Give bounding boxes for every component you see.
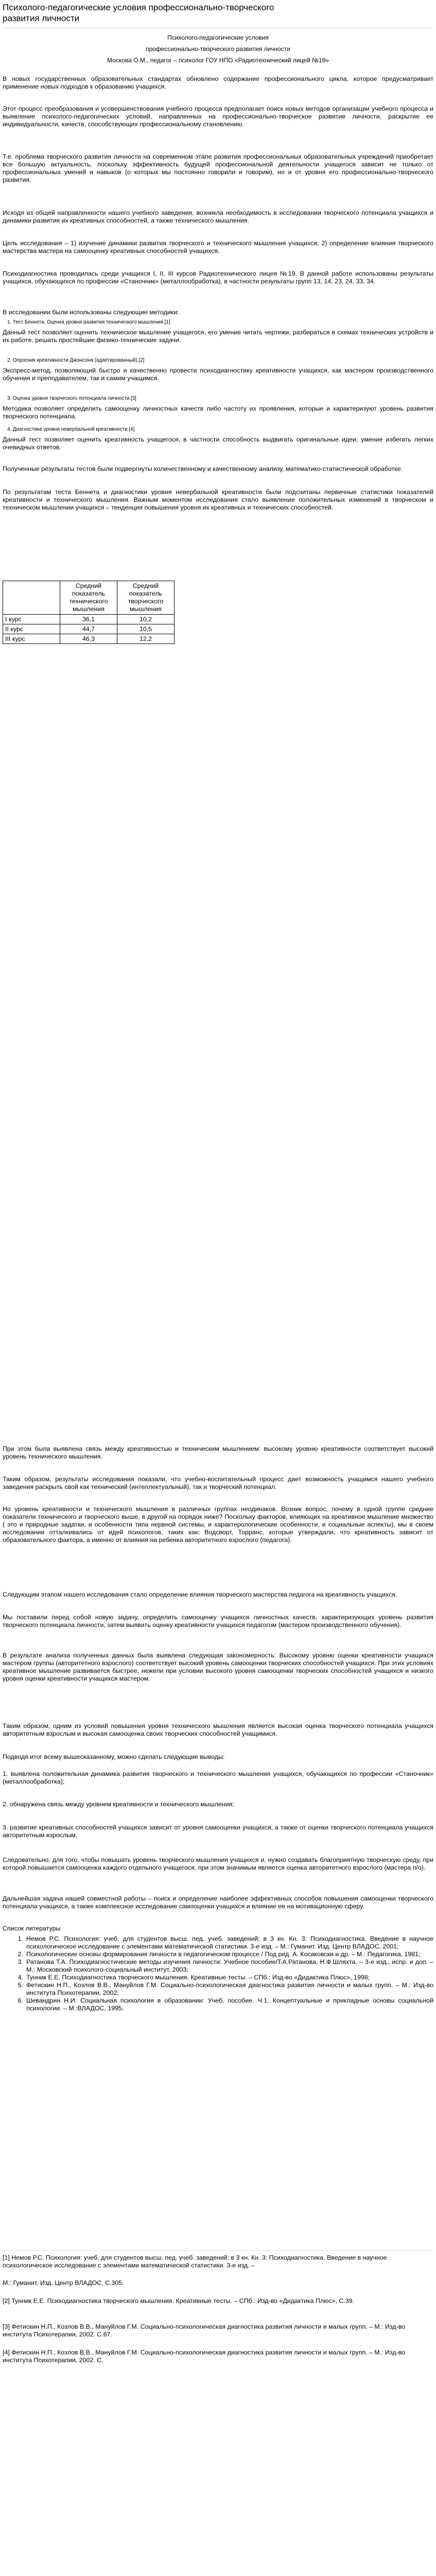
paragraph: В исследовании были использованы следующие методики: <box>3 309 179 316</box>
list-item-text: Психологические основы формирования личности в педагогическом процессе / Под ред. А. Косаковски и др. – М.: Педагогика, 1981; <box>26 1951 421 1958</box>
table-cell: 12,2 <box>117 634 175 644</box>
table-cell: III курс <box>3 634 60 644</box>
conclusion-item: 3. развитие креативных способностей учащихся зависит от уровня самооценки учащихся, а также от оценки творческого потенциала учащихся авторитетным взрослым. <box>3 1824 433 1839</box>
footnote: [1] Немов Р.С. Психология: учеб. для студентов высш. пед. учеб. заведений: в 3 кн. Кн. 3: Психодиагностика. Введение в научное психологическое исследование с элементами математической статистики. 3-е изд. – <box>3 2254 387 2269</box>
table-cell: 10,2 <box>117 615 175 624</box>
method-title: 1. Тест Беннета. Оценка уровня развития технического мышления.[1] <box>7 319 170 325</box>
paragraph: Данный тест позволяет оценить техническое мышление учащегося, его умение читать чертежи, разбираться в схемах технических устройств и их работе, решать простейшие физико-технические задачи. <box>3 329 433 344</box>
table-header-row <box>3 581 175 615</box>
article-title: Психолого-педагогические условия профессионально-творческого развития личности <box>3 3 274 23</box>
paragraph: Методика позволяет определить самооценку личностных качеств либо частоту их проявления, которые и характеризуют уровень развития творческого потенциала. <box>3 405 433 420</box>
paragraph: Следовательно, для того, чтобы повышать уровень творческого мышления учащихся и, нужно создавать благоприятную творческую среду, при которой повышается самооценка каждого отдельного учащегося, при этом значимым является оценка авторитетного взрослого (мастера п/о). <box>3 1856 433 1871</box>
list-item-text: Немов Р.С. Психология: учеб. для студентов высш. пед. учеб. заведений: в 3 кн. Кн. 3: Психодиагностика. Введение в научное психологическое исследование с элементами математической статистики. 3-е изд. – М.: Гуманит. Изд. Центр ВЛАДОС, 2001; <box>26 1935 433 1950</box>
header-line-1: Психолого-педагогические условия <box>167 34 269 41</box>
author-line: Москова О.М., педагог – психолог ГОУ НПО «Радиотехнический лицей №19» <box>107 57 329 64</box>
paragraph: В результате анализа полученных данных была выявлена следующая закономерность: Высокому уровню оценки креативности учащихся мастером группы (авторитетного взрослого) соответствует высокий уровень самооценки творческих способностей учащихся. При этих условиях креативное мышление развивается быстрее, нежели при условии высокого уровня самооценки творческих способностей учащихся и низкого уровня оценки креативности учащихся мастером. <box>3 1652 433 1682</box>
table-cell: 36,1 <box>60 615 117 624</box>
table-cell: II курс <box>3 624 60 634</box>
table-row <box>3 634 175 644</box>
paragraph: По результатам теста Беннета и диагностики уровня невербальной креативности были подсчитаны первичные статистики показателей креативности и технического мышления. Важным моментом исследования стало выявление положительных изменений в творческом и техническом мышлении учащихся – тенденция повышения уровня их креативных и технических способностей. <box>3 488 433 511</box>
paragraph: Дальнейшая задача нашей совместной работы – поиск и определение наиболее эффективных способов повышения самооценки творческого потенциала учащихся, а также комплексное исследование самооценки учащихся и влияние ее на мотивационную сферу. <box>3 1895 433 1910</box>
paragraph: Исходя из общей направленности нашего учебного заведения, возникла необходимость в исследовании творческого потенциала учащихся и динамики развития их креативных способностей, а также технического мышления. <box>3 209 433 224</box>
conclusion-item: 2. обнаружена связь между уровнем креативности и технического мышления; <box>3 1801 234 1808</box>
references-list <box>3 1935 433 2012</box>
footnote: [4] Фетискин Н.П., Козлов В.В., Мануйлов Г.М. Социально-психологическая диагностика развития личности и малых групп. – М.: Изд-во института Психотерапии, 2002. С. <box>3 2349 406 2364</box>
list-item-number: 6. <box>18 1997 23 2004</box>
footnote: [2] Тунник Е.Е. Психодиагностика творческого мышления. Креативные тесты. – СПб.: Изд-во «Дидактика Плюс», С.39. <box>3 2297 355 2304</box>
list-item-text: Тунник Е.Е. Психодиагностика творческого мышления. Креативные тесты. – СПб.: Изд-во «Дидактика Плюс», 1998; <box>26 1974 370 1981</box>
list-item-text: Шевандрин Н.И. Социальная психология в образовании: Учеб. пособие. Ч.1. Концептуальные и прикладные основы социальной психологии. – М.:ВЛАДОС, 1995. <box>26 1997 433 2012</box>
paragraph: В новых государственных образовательных стандартах обновлено содержание профессионального цикла, которое предусматривает применение новых подходов к образованию учащихся. <box>3 75 433 90</box>
list-item <box>3 1981 433 1997</box>
table-row <box>3 615 175 624</box>
list-item-number: 1. <box>18 1935 23 1942</box>
footnote: [3] Фетискин Н.П., Козлов В.В., Мануйлов Г.М. Социально-психологическая диагностика развития личности и малых групп. – М.: Изд-во института Психотерапии, 2002. С.67. <box>3 2323 406 2338</box>
paragraph: Таким образом, одним из условий повышения уровня технического мышления является высокая оценка творческого потенциала учащихся авторитетным взрослым и высокая самооценка своих творческих способностей учащимися. <box>3 1722 433 1737</box>
table-header-cell: Средний показатель технического мышления <box>60 581 117 615</box>
paragraph: Таким образом, результаты исследования показали, что учебно-воспитательный процесс дает возможность учащимся нашего учебного заведения раскрыть свой как технический (интеллектуальный), так и творческий потенциал. <box>3 1476 433 1490</box>
paragraph: Полученные результаты тестов были подвергнуты количественному и качественному анализу, математико-статистической обработке. <box>3 465 403 472</box>
list-item-text: Ратанова Т.А. Психодиагностические методы изучения личности: Учебное пособие/Т.А.Ратанова, Н.Ф.Шляхта. – 3-е изд., испр. и доп. – М.: Московский психолого-социальный институт, 2003; <box>26 1958 433 1973</box>
table-cell: I курс <box>3 615 60 624</box>
header-line-2: профессионально-творческого развития личности <box>146 45 290 53</box>
paragraph: Следующим этапом нашего исследования стало определение влияния творческого мастерства педагога на креативность учащихся. <box>3 1591 397 1598</box>
table-cell: 46,3 <box>60 634 117 644</box>
list-item <box>3 1958 433 1974</box>
paragraph: Подводя итог всему вышесказанному, можно сделать следующие выводы: <box>3 1753 225 1760</box>
list-item-number: 4. <box>18 1974 23 1981</box>
list-item-number: 3. <box>18 1958 23 1965</box>
table-cell: 10,5 <box>117 624 175 634</box>
list-item-text: Фетискин Н.П., Козлов В.В., Мануйлов Г.М. Социально-психологическая диагностика развития личности и малых групп. – М.: Изд-во института Психотерапии, 2002; <box>26 1981 433 1996</box>
list-item <box>3 1974 433 1981</box>
paragraph: При этом была выявлена связь между креативностью и техническим мышлением: высокому уровню креативности соответствует высокий уровень технического мышления. <box>3 1445 433 1460</box>
method-title: 4. Диагностика уровня невербальной креативности.[4] <box>7 427 135 432</box>
paragraph: Данный тест позволяет оценить креативность учащегося, в частности способность выдвигать оригинальные идеи, умение избегать легких очевидных ответов. <box>3 436 433 451</box>
conclusion-item: 1. выявлена положительная динамика развития творческого и технического мышления учащихся, обучающихся по профессии «Станочник» (металлообработка); <box>3 1770 433 1785</box>
references-heading: Список литературы <box>3 1925 61 1932</box>
method-title: 2. Опросник креативности Джонсона (адаптированный).[2] <box>7 358 145 363</box>
method-title: 3. Оценка уровня творческого потенциала личности.[3] <box>7 396 136 401</box>
paragraph: Психодиагностика проводилась среди учащихся I, II, III курсов Радиотехнического лицея №19. В данной работе использованы результаты учащихся, обучающихся по профессии «Станочник» (металлообработка), в частности результаты групп 13, 14, 23, 24, 33, 34. <box>3 270 433 285</box>
list-item-number: 2. <box>18 1951 23 1958</box>
table-row <box>3 624 175 634</box>
paragraph: Экспресс-метод, позволяющий быстро и качественно провести психодиагностику креативности учащихся, как мастером производственного обучения и преподавателем, так и самим учащимся. <box>3 367 433 382</box>
paragraph: Но уровень креативности и технического мышления в различных группах неодинаков. Возник вопрос, почему в одной группе средние показатели технического и творческого выше, в другой на порядок ниже? Поскольку факторов, влияющих на креативное мышление множество ( это и природные задатки, и особенности типа нервной системы, и характерологические особенности, и социальные аспекты), мы в своем исследовании отталкивались от идей психологов, таких как: Водсворт, Торранс, которые утверждали, что креативность зависит от образовательного фактора, а именно от влияния на ребенка авторитетного взрослого (педагога). <box>3 1505 433 1544</box>
results-table <box>3 581 175 644</box>
list-item-number: 5. <box>18 1981 23 1989</box>
paragraph: Т.е. проблема творческого развития личности на современном этапе развития профессиональных образовательных учреждений приобретает все большую актуальность, поскольку эффективность будущей профессиональной деятельности учащегося зависит не только от профессиональных умений и навыков (о которых мы постоянно говорили и говорим), но и от уровня его профессионально-творческого развития. <box>3 153 433 183</box>
footnote: М.: Гуманит. Изд. Центр ВЛАДОС, С.305. <box>3 2279 124 2286</box>
table-cell: 44,7 <box>60 624 117 634</box>
footnotes-divider <box>3 2250 433 2251</box>
table-header-cell <box>3 581 60 615</box>
list-item <box>3 1935 433 1951</box>
list-item <box>3 1951 433 1958</box>
table-header-cell: Средний показатель творческого мышления <box>117 581 175 615</box>
list-item <box>3 1997 433 2012</box>
paragraph: Мы поставили перед собой новую задачу, определить самооценку учащихся личностных качеств, характеризующих уровень развития творческого потенциала личности, затем выявить оценку креативности учащихся педагогом (мастером производственного обучения). <box>3 1614 433 1629</box>
paragraph: Этот процесс преобразования и усовершенствования учебного процесса предполагает поиск новых методов организации учебного процесса и выявление психолого-педагогических условий, направленных на профессионально-творческое развитие личности, раскрытие ее индивидуальности, качеств, способствующих профессиональному становлению. <box>3 105 433 128</box>
paragraph: Цель исследования – 1) изучение динамики развития творческого и технического мышления учащихся; 2) определение влияния творческого мастерства мастера на самооценку креативных способностей учащихся. <box>3 240 433 255</box>
